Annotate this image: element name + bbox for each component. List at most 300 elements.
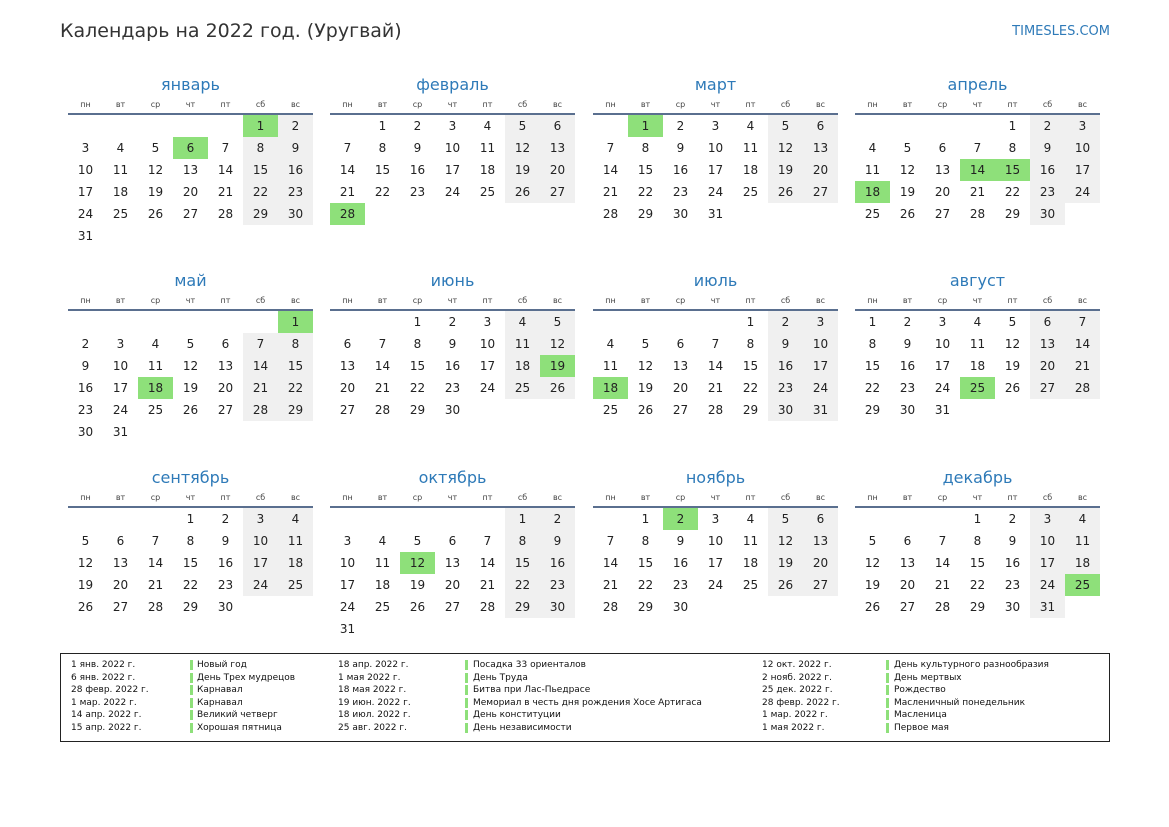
weekend-day-cell: 20 — [1030, 355, 1065, 377]
page-title: Календарь на 2022 год. (Уругвай) — [60, 20, 402, 42]
day-cell: 16 — [217, 556, 234, 570]
day-cell: 24 — [444, 185, 461, 199]
day-cell: 11 — [147, 359, 164, 373]
month-block — [855, 74, 1100, 225]
day-cell: 29 — [182, 600, 199, 614]
day-cell: 14 — [707, 359, 724, 373]
day-cell: 5 — [903, 141, 912, 155]
day-cell: 4 — [973, 315, 982, 329]
month-name: апрель — [947, 75, 1008, 94]
day-cell: 10 — [112, 359, 129, 373]
month-name: ноябрь — [685, 468, 746, 487]
day-cell: 5 — [81, 534, 90, 548]
weekday-label: пн — [80, 100, 91, 109]
day-cell: 9 — [81, 359, 90, 373]
day-cell: 21 — [602, 185, 619, 199]
legend-holiday-marker — [465, 710, 468, 720]
day-cell: 21 — [147, 578, 164, 592]
day-cell: 27 — [934, 207, 951, 221]
legend-holiday-name: Масленичный понедельник — [894, 697, 1026, 708]
day-cell: 20 — [217, 381, 234, 395]
day-cell: 27 — [899, 600, 916, 614]
day-cell: 19 — [864, 578, 881, 592]
month-block — [68, 467, 313, 618]
legend-holiday-name: Хорошая пятница — [197, 723, 282, 733]
day-cell: 29 — [969, 600, 986, 614]
month-name: февраль — [416, 75, 489, 94]
weekend-day-cell: 8 — [243, 137, 278, 159]
empty-cell — [243, 311, 278, 333]
day-cell: 19 — [899, 185, 916, 199]
weekend-day-cell: 11 — [1065, 530, 1100, 552]
day-cell: 11 — [742, 534, 759, 548]
month-block — [593, 270, 838, 421]
day-cell: 26 — [147, 207, 164, 221]
weekday-label: чт — [447, 493, 458, 502]
day-cell: 7 — [606, 534, 615, 548]
day-cell: 3 — [81, 141, 90, 155]
day-cell: 6 — [903, 534, 912, 548]
month-name: сентябрь — [151, 468, 230, 487]
day-cell: 15 — [409, 359, 426, 373]
legend-date: 18 апр. 2022 г. — [338, 660, 409, 670]
day-cell: 13 — [444, 556, 461, 570]
weekday-label: чт — [185, 100, 196, 109]
weekend-day-cell: 17 — [803, 355, 838, 377]
empty-cell — [330, 508, 365, 530]
day-cell: 6 — [938, 141, 947, 155]
weekend-day-cell: 3 — [1065, 115, 1100, 137]
weekend-day-cell: 27 — [540, 181, 575, 203]
day-cell: 21 — [479, 578, 496, 592]
day-cell: 31 — [339, 622, 356, 636]
day-cell: 8 — [378, 141, 387, 155]
weekend-day-cell: 21 — [1065, 355, 1100, 377]
day-cell: 14 — [934, 556, 951, 570]
day-grid — [855, 311, 1100, 421]
day-cell: 17 — [479, 359, 496, 373]
weekday-label: вт — [115, 493, 126, 502]
weekday-label: ср — [937, 493, 948, 502]
day-cell: 11 — [864, 163, 881, 177]
weekday-header — [855, 292, 1100, 311]
day-cell: 26 — [899, 207, 916, 221]
day-cell: 28 — [217, 207, 234, 221]
day-cell: 9 — [448, 337, 457, 351]
day-cell: 7 — [483, 534, 492, 548]
weekday-label: сб — [1042, 493, 1053, 502]
day-cell: 5 — [868, 534, 877, 548]
legend-holiday-name: Посадка 33 ориенталов — [473, 660, 586, 670]
legend-holiday-marker — [190, 673, 193, 683]
weekday-label: вт — [115, 100, 126, 109]
weekend-day-cell: 5 — [768, 508, 803, 530]
weekend-day-cell: 30 — [278, 203, 313, 225]
weekday-label: вс — [552, 493, 563, 502]
day-cell: 19 — [409, 578, 426, 592]
weekend-day-cell: 30 — [768, 399, 803, 421]
weekend-day-cell: 5 — [768, 115, 803, 137]
weekend-day-cell: 19 — [768, 552, 803, 574]
legend-holiday-marker — [465, 685, 468, 695]
weekend-day-cell: 31 — [803, 399, 838, 421]
holiday-day-cell: 25 — [960, 377, 995, 399]
day-cell: 23 — [217, 578, 234, 592]
day-cell: 4 — [746, 512, 755, 526]
day-cell: 15 — [182, 556, 199, 570]
weekday-label: пт — [220, 296, 231, 305]
day-cell: 11 — [112, 163, 129, 177]
weekend-day-cell: 6 — [540, 115, 575, 137]
legend-holiday-name: Первое мая — [894, 723, 949, 733]
weekday-label: чт — [972, 296, 983, 305]
day-grid — [68, 311, 313, 443]
weekend-day-cell: 19 — [505, 159, 540, 181]
weekday-label: пн — [342, 100, 353, 109]
day-cell: 26 — [182, 403, 199, 417]
legend-holiday-marker — [886, 685, 889, 695]
weekend-day-cell: 27 — [803, 181, 838, 203]
day-cell: 15 — [742, 359, 759, 373]
day-cell: 6 — [676, 337, 685, 351]
day-cell: 7 — [973, 141, 982, 155]
day-cell: 3 — [938, 315, 947, 329]
weekend-day-cell: 12 — [505, 137, 540, 159]
month-block — [330, 467, 575, 640]
weekend-day-cell: 10 — [803, 333, 838, 355]
day-cell: 20 — [444, 578, 461, 592]
day-cell: 1 — [378, 119, 387, 133]
weekday-label: пт — [1007, 100, 1018, 109]
weekday-label: ср — [937, 100, 948, 109]
legend-holiday-name: День Труда — [473, 672, 528, 683]
day-cell: 29 — [637, 600, 654, 614]
day-cell: 10 — [707, 141, 724, 155]
weekend-day-cell: 12 — [768, 137, 803, 159]
empty-cell — [68, 311, 103, 333]
day-cell: 1 — [868, 315, 877, 329]
weekday-label: вс — [815, 100, 826, 109]
weekend-day-cell: 2 — [540, 508, 575, 530]
day-cell: 26 — [1004, 381, 1021, 395]
weekday-header — [593, 292, 838, 311]
legend-date: 28 февр. 2022 г. — [762, 697, 840, 708]
day-cell: 31 — [707, 207, 724, 221]
weekend-day-cell: 16 — [1030, 159, 1065, 181]
day-cell: 23 — [899, 381, 916, 395]
day-cell: 20 — [672, 381, 689, 395]
day-cell: 25 — [602, 403, 619, 417]
weekday-label: вт — [640, 100, 651, 109]
weekday-label: вт — [377, 100, 388, 109]
day-cell: 2 — [903, 315, 912, 329]
weekday-label: сб — [1042, 100, 1053, 109]
empty-cell — [208, 115, 243, 137]
day-cell: 16 — [444, 359, 461, 373]
weekday-label: вт — [902, 296, 913, 305]
day-cell: 14 — [217, 163, 234, 177]
weekday-label: пн — [342, 493, 353, 502]
empty-cell — [138, 115, 173, 137]
day-cell: 10 — [77, 163, 94, 177]
day-cell: 18 — [742, 163, 759, 177]
day-cell: 14 — [602, 163, 619, 177]
legend-holiday-name: Мемориал в честь дня рождения Хосе Артигаса — [473, 697, 702, 708]
legend-date: 18 мая 2022 г. — [338, 685, 407, 696]
legend-date: 14 апр. 2022 г. — [71, 710, 142, 721]
legend-holiday-name: День мертвых — [894, 672, 962, 683]
brand-link[interactable]: TIMESLES.COM — [1012, 24, 1110, 39]
day-cell: 1 — [413, 315, 422, 329]
day-cell: 8 — [746, 337, 755, 351]
day-cell: 25 — [742, 578, 759, 592]
weekend-day-cell: 7 — [243, 333, 278, 355]
weekend-day-cell: 24 — [1065, 181, 1100, 203]
day-cell: 25 — [147, 403, 164, 417]
weekend-day-cell: 20 — [803, 552, 838, 574]
holiday-day-cell: 18 — [138, 377, 173, 399]
weekend-day-cell: 9 — [278, 137, 313, 159]
empty-cell — [138, 508, 173, 530]
holiday-day-cell: 25 — [1065, 574, 1100, 596]
day-cell: 30 — [444, 403, 461, 417]
weekday-label: ср — [675, 100, 686, 109]
legend-holiday-marker — [190, 685, 193, 695]
weekday-label: ср — [412, 100, 423, 109]
holiday-day-cell: 28 — [330, 203, 365, 225]
month-block — [68, 270, 313, 443]
day-grid — [593, 508, 838, 618]
day-cell: 25 — [112, 207, 129, 221]
weekend-day-cell: 22 — [505, 574, 540, 596]
day-cell: 26 — [864, 600, 881, 614]
weekday-label: пн — [867, 100, 878, 109]
day-cell: 10 — [444, 141, 461, 155]
weekend-day-cell: 3 — [1030, 508, 1065, 530]
day-cell: 13 — [217, 359, 234, 373]
weekday-label: сб — [1042, 296, 1053, 305]
day-cell: 14 — [374, 359, 391, 373]
day-cell: 3 — [116, 337, 125, 351]
day-cell: 6 — [343, 337, 352, 351]
weekday-label: ср — [412, 493, 423, 502]
day-cell: 26 — [409, 600, 426, 614]
day-cell: 24 — [707, 578, 724, 592]
weekend-day-cell: 25 — [505, 377, 540, 399]
empty-cell — [68, 115, 103, 137]
empty-cell — [330, 311, 365, 333]
day-cell: 27 — [339, 403, 356, 417]
weekend-day-cell: 9 — [1030, 137, 1065, 159]
legend-date: 1 янв. 2022 г. — [71, 660, 136, 670]
empty-cell — [400, 508, 435, 530]
weekend-day-cell: 9 — [540, 530, 575, 552]
empty-cell — [208, 311, 243, 333]
weekend-day-cell: 16 — [768, 355, 803, 377]
holiday-day-cell: 15 — [995, 159, 1030, 181]
weekend-day-cell: 26 — [768, 181, 803, 203]
holiday-day-cell: 1 — [628, 115, 663, 137]
day-cell: 12 — [899, 163, 916, 177]
empty-cell — [435, 508, 470, 530]
weekend-day-cell: 2 — [1030, 115, 1065, 137]
weekend-day-cell: 23 — [1030, 181, 1065, 203]
empty-cell — [365, 508, 400, 530]
legend-holiday-name: Рождество — [894, 685, 946, 696]
day-grid — [330, 508, 575, 640]
day-cell: 28 — [479, 600, 496, 614]
day-cell: 24 — [934, 381, 951, 395]
weekday-label: пн — [867, 296, 878, 305]
weekend-day-cell: 8 — [278, 333, 313, 355]
day-cell: 13 — [339, 359, 356, 373]
day-cell: 15 — [374, 163, 391, 177]
day-cell: 3 — [448, 119, 457, 133]
weekend-day-cell: 15 — [243, 159, 278, 181]
weekday-label: пн — [605, 100, 616, 109]
weekend-day-cell: 18 — [278, 552, 313, 574]
holiday-day-cell: 14 — [960, 159, 995, 181]
weekend-day-cell: 6 — [1030, 311, 1065, 333]
day-cell: 31 — [112, 425, 129, 439]
legend-holiday-marker — [465, 698, 468, 708]
empty-cell — [593, 115, 628, 137]
day-cell: 28 — [602, 207, 619, 221]
day-cell: 26 — [637, 403, 654, 417]
day-cell: 20 — [899, 578, 916, 592]
day-cell: 10 — [339, 556, 356, 570]
day-cell: 18 — [374, 578, 391, 592]
legend-date: 19 июн. 2022 г. — [338, 697, 411, 708]
day-cell: 12 — [637, 359, 654, 373]
legend-date: 15 апр. 2022 г. — [71, 723, 142, 733]
weekday-label: сб — [517, 100, 528, 109]
day-grid — [855, 508, 1100, 618]
weekend-day-cell: 13 — [540, 137, 575, 159]
holiday-day-cell: 2 — [663, 508, 698, 530]
empty-cell — [103, 311, 138, 333]
weekend-day-cell: 29 — [278, 399, 313, 421]
day-cell: 12 — [147, 163, 164, 177]
weekday-label: чт — [447, 296, 458, 305]
holiday-day-cell: 1 — [243, 115, 278, 137]
day-cell: 5 — [186, 337, 195, 351]
weekend-day-cell: 18 — [505, 355, 540, 377]
day-cell: 8 — [641, 141, 650, 155]
day-cell: 30 — [672, 600, 689, 614]
weekend-day-cell: 29 — [243, 203, 278, 225]
month-block — [855, 270, 1100, 421]
day-cell: 30 — [77, 425, 94, 439]
month-name: июль — [693, 271, 738, 290]
legend-holiday-name: День Трех мудрецов — [197, 672, 296, 683]
weekend-day-cell: 2 — [278, 115, 313, 137]
weekend-day-cell: 17 — [1065, 159, 1100, 181]
weekday-label: сб — [517, 296, 528, 305]
legend-holiday-marker — [886, 723, 889, 733]
day-cell: 28 — [707, 403, 724, 417]
weekend-day-cell: 10 — [1030, 530, 1065, 552]
day-cell: 21 — [969, 185, 986, 199]
legend-holiday-name: День культурного разнообразия — [894, 660, 1049, 670]
weekday-header — [855, 489, 1100, 508]
empty-cell — [330, 115, 365, 137]
empty-cell — [138, 311, 173, 333]
day-cell: 12 — [77, 556, 94, 570]
month-block — [330, 270, 575, 421]
weekday-label: сб — [780, 493, 791, 502]
day-cell: 4 — [483, 119, 492, 133]
weekend-day-cell: 22 — [278, 377, 313, 399]
weekend-day-cell: 5 — [505, 115, 540, 137]
weekday-label: ср — [150, 493, 161, 502]
day-cell: 11 — [479, 141, 496, 155]
empty-cell — [593, 508, 628, 530]
day-cell: 22 — [742, 381, 759, 395]
day-cell: 3 — [483, 315, 492, 329]
day-cell: 13 — [672, 359, 689, 373]
day-cell: 9 — [676, 534, 685, 548]
day-cell: 21 — [602, 578, 619, 592]
day-cell: 17 — [112, 381, 129, 395]
weekend-day-cell: 6 — [803, 508, 838, 530]
weekday-header — [593, 96, 838, 115]
day-cell: 10 — [934, 337, 951, 351]
weekend-day-cell: 7 — [1065, 311, 1100, 333]
weekday-label: ср — [675, 493, 686, 502]
legend-holiday-marker — [886, 710, 889, 720]
weekend-day-cell: 26 — [768, 574, 803, 596]
weekday-label: вт — [377, 493, 388, 502]
day-cell: 6 — [116, 534, 125, 548]
weekday-header — [330, 96, 575, 115]
weekday-label: вс — [290, 296, 301, 305]
day-cell: 17 — [444, 163, 461, 177]
day-cell: 2 — [448, 315, 457, 329]
legend-date: 2 нояб. 2022 г. — [762, 672, 833, 683]
day-cell: 14 — [602, 556, 619, 570]
day-cell: 23 — [444, 381, 461, 395]
day-cell: 4 — [151, 337, 160, 351]
weekday-label: чт — [185, 493, 196, 502]
day-cell: 30 — [899, 403, 916, 417]
empty-cell — [628, 311, 663, 333]
legend-holiday-name: Великий четверг — [197, 710, 278, 721]
empty-cell — [925, 115, 960, 137]
weekday-label: ср — [675, 296, 686, 305]
day-cell: 20 — [934, 185, 951, 199]
weekday-label: сб — [255, 296, 266, 305]
day-cell: 11 — [602, 359, 619, 373]
day-grid — [68, 508, 313, 618]
legend-holiday-marker — [190, 710, 193, 720]
day-cell: 24 — [112, 403, 129, 417]
empty-cell — [103, 115, 138, 137]
weekend-day-cell: 24 — [803, 377, 838, 399]
weekday-label: пт — [220, 493, 231, 502]
empty-cell — [855, 508, 890, 530]
weekday-label: пт — [745, 296, 756, 305]
weekday-label: сб — [517, 493, 528, 502]
day-cell: 19 — [77, 578, 94, 592]
day-cell: 20 — [112, 578, 129, 592]
weekday-label: чт — [972, 100, 983, 109]
day-cell: 12 — [864, 556, 881, 570]
day-cell: 13 — [182, 163, 199, 177]
weekday-label: пт — [220, 100, 231, 109]
day-cell: 5 — [413, 534, 422, 548]
day-cell: 8 — [1008, 141, 1017, 155]
